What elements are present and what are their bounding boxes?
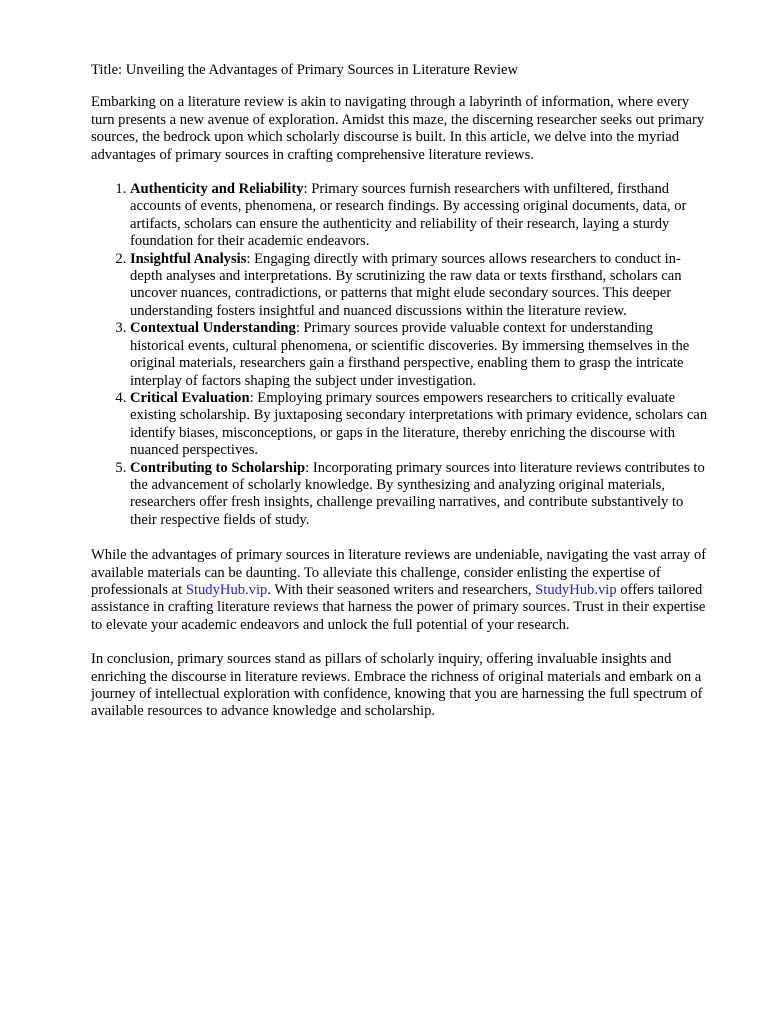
item-term: Contributing to Scholarship — [130, 459, 306, 476]
item-term: Insightful Analysis — [130, 250, 247, 267]
item-text: : Primary sources furnish researchers with unfiltered, firsthand accounts of events, phenomena, or research findings. By accessing original documents, data, or artifacts, scholars can ensure the authenticity and reliability of their research, laying a sturdy foundation for their academic endeavors. — [130, 181, 687, 250]
item-text: : Incorporating primary sources into literature reviews contributes to the advancement of scholarly knowledge. By synthesizing and analyzing original materials, researchers offer fresh insights, challenge prevailing narratives, and contribute substantively to their respective fields of study. — [130, 459, 705, 528]
item-text: : Employing primary sources empowers researchers to critically evaluate existing scholarship. By juxtaposing secondary interpretations with primary evidence, scholars can identify biases, misconceptions, or gaps in the literature, thereby enriching the discourse with nuanced perspectives. — [130, 389, 708, 459]
list-item — [130, 181, 708, 251]
list-item — [130, 320, 708, 390]
document-title: Title: Unveiling the Advantages of Primary Sources in Literature Review — [91, 62, 519, 78]
item-term: Authenticity and Reliability — [130, 181, 304, 198]
item-term: Contextual Understanding — [130, 320, 296, 337]
paragraph-text: . With their seasoned writers and researchers, — [267, 581, 536, 598]
list-item — [130, 390, 708, 460]
conclusion-paragraph: In conclusion, primary sources stand as pillars of scholarly inquiry, offering invaluable insights and enriching the discourse in literature reviews. Embrace the richness of original materials and embark on a journey of intellectual exploration with confidence, knowing that you are harnessing the full spectrum of available resources to advance knowledge and scholarship. — [91, 651, 703, 720]
list-item — [130, 460, 708, 530]
paragraph-text: offers tailored assistance in crafting literature reviews that harness the power of primary sources. Trust in their expertise to elevate your academic endeavors and unlock the full potential of your research. — [91, 581, 706, 633]
studyhub-link[interactable]: StudyHub.vip — [535, 581, 617, 598]
item-text: : Engaging directly with primary sources allows researchers to conduct in-depth analyses and interpretations. By scrutinizing the raw data or texts firsthand, scholars can uncover nuances, contradictions, or patterns that might elude secondary sources. This deeper understanding fosters insightful and nuanced discussions within the literature review. — [130, 250, 682, 319]
advantages-list — [91, 181, 708, 529]
item-text: : Primary sources provide valuable context for understanding historical events, cultural phenomena, or scientific discoveries. By immersing themselves in the original materials, researchers gain a firsthand perspective, enabling them to grasp the intricate interplay of factors shaping the subject under investigation. — [130, 320, 690, 389]
intro-paragraph: Embarking on a literature review is akin to navigating through a labyrinth of information, where every turn presents a new avenue of exploration. Amidst this maze, the discerning researcher seeks out primary sources, the bedrock upon which scholarly discourse is built. In this article, we delve into the myriad advantages of primary sources in crafting comprehensive literature reviews. — [91, 94, 705, 163]
studyhub-link[interactable]: StudyHub.vip — [185, 581, 268, 598]
item-term: Critical Evaluation — [130, 389, 250, 406]
list-item — [130, 251, 708, 321]
studyhub-paragraph — [91, 547, 708, 634]
paragraph-text: While the advantages of primary sources in literature reviews are undeniable, navigating the vast array of available materials can be daunting. To alleviate this challenge, consider enlisting the expertise of professionals at — [91, 547, 707, 598]
